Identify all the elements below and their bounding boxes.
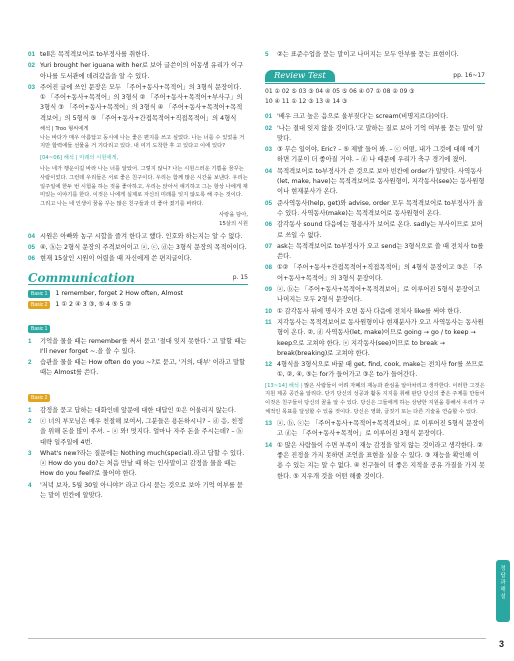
basic1-section-tag: Basic 1 [28, 325, 50, 333]
basic2-tag: Basic 2 [28, 301, 50, 309]
basic2-section-tag: Basic 2 [28, 394, 50, 402]
answer-item: 01 tell은 목적격보어로 to부정사를 취한다. [28, 51, 150, 58]
review-test-title: Review Test [265, 70, 335, 82]
footer-divider [28, 638, 486, 639]
answer-item: 04 목적격보어로 to부정사가 쓴 것으로 보아 빈칸에 order가 알맞다. 사역동사(let, make, have)는 목적격보어로 동사원형이, 지각동사(see)는 동사원형이나 현재분사가 온다. [265, 167, 485, 196]
answer-item: 04 시원은 아빠와 농구 시합을 즐겨 한다고 했다. 인호와 하는지는 알 수 없다. [28, 232, 243, 240]
page-number: 3 [498, 639, 504, 649]
communication-title: Communication [28, 270, 135, 285]
answer-item: 5 ②는 표준수업을 묻는 말이고 나머지는 모두 안부를 묻는 표현이다. [265, 51, 459, 58]
review-test-header [265, 68, 485, 84]
answer-item: 08 ①② 「주어+동사+간접목적어+직접목적어」의 4형식 문장이고 ③은 「주어+동사+목적어」의 3형식 문장이다. [265, 264, 483, 282]
answer-item: 1 기억을 물을 때는 remember를 써서 묻고 '절대 잊지 못한다.' 고 말할 때는 I'll never forget ~.을 쓸 수 있다. [28, 337, 247, 355]
answer-item: 12 4형식을 3형식으로 바꿀 때 get, find, cook, make는 전치사 for를 쓰므로 ①, ②, ④, ⑤는 for가 들어가고 ③은 to가 들어간다. [265, 361, 484, 379]
answer-item: 2 습관을 물을 때는 How often do you ~?로 묻고, '거의, 대부' 이라고 말할 때는 Almost를 쓴다. [28, 359, 246, 377]
answer-item: 13 ⓐ, ⓑ, ⓒ는 「주어+동사+목적어+목적격보어」로 이루어진 5형식 문장이고 ⓓ는 「주어+동사+목적어」로 이루어진 3형식 문장이다. [265, 420, 485, 438]
translation-03: 해석 | Troo 형씨에게 나는 바다가 매우 아름답고 동시에 나는 좋은 편지를 쓰고 싶었다. 나는 너를 수 있었을 거지만 합력에들 선물을 거 기다리고 있다. 내 여기 도착한 후 고 있다고 이에 있다? [40, 126, 245, 150]
left-column [28, 50, 248, 502]
communication-header [28, 271, 248, 285]
answer-item: 05 준사역동사(help, get)와 advise, order 모두 목적격보어로 to부정사가 올 수 있다. 사역동사(make)는 목적격보어로 동사원형이 온다. [265, 199, 484, 217]
answer-item: 2 ⓒ 너의 부모님은 매우 친절해 보여서, 그분들은 용돈하시니? – ⓓ 응, 친정을 위해 돈을 많이 주셔. – ⓐ 와! 멋지다. 얼마나 자주 돈을 주시는데? – ⓑ 대략 일주일에 4번. [28, 417, 244, 446]
answer-item: 02 Yuri brought her iguana with her로 보아 글쓴이의 어동생 유리가 이구아나를 도서관에 데려갔음을 알 수 있다. [28, 62, 244, 80]
translation-04-06-label: [04~06] 해석 | 미래의 시원에게, [40, 154, 119, 161]
section-side-label: 정답과 해설 [500, 566, 506, 600]
basic1-tag: Basic 1 [28, 290, 50, 298]
answer-item: 03 주어진 글에 쓰인 문장은 모두 「주어+동사+목적어」의 3형식 문장이다. ① 「주어+동사+목적어」의 3형식 ② 「주어+동사+목적어+부사구」의 3형식 ③ 「주어+동사+목적어」의 3형식 ④ 「주어+동사+목적어+목적격보어」의 5형식 ⑤ 「주어+동사+간접목적어+직접목적어」의 4형식 [28, 83, 243, 122]
translation-13-14: [13~14] 해석 | 많은 사람들이 어려 자폐의 재능과 관심을 알아차리고 생각한다. 이러한 그것은 지원 제공 공간을 알리다. 단기 당신의 성공과 활동 지지를 취해 판단 당신의 좋은 주제를 만들어 이것은 친구들이 당신의 꿈을 알 수 있다. 당신은 그들에게 하는 상냥한 지원을 통해서 우리가 구체적인 목표를 달성할 수 있을 것이다. 당신은 영화, 글짓기 또는 다른 기술을 연습할 수 있다. [265, 382, 485, 415]
answer-item: 03 ③ 무슨 일이야, Eric? – ⑤ 제발 들어 봐. – ⓒ 어떤, 내가 그것에 대해 얘기하면 기분이 더 좋아질 거야. – ⓓ 나 때문에 우리가 축구 경기에 졌어. [265, 146, 480, 164]
answer-item: 06 감각동사 sound 다음에는 형용사가 보어로 온다. sadly는 부사이므로 보어로 쓰일 수 없다. [265, 221, 483, 239]
translation-signature: 사랑을 담아, 15살의 시원 [219, 212, 248, 228]
communication-page: p. 15 [232, 274, 248, 281]
answer-item: 3 What's new?라는 질문에는 Nothing much(special).라고 답할 수 있다. ⓐ How do you do?는 처음 만날 때 하는 인사말이고 감정을 물을 때는 How do you feel?로 물어야 한다. [28, 449, 245, 478]
divider [28, 284, 248, 285]
answer-item: 4 '저녁 보자, 5월 30일 아니야?' 라고 다시 묻는 것으로 보아 기억 여부를 묻는 말이 빈칸에 알맞다. [28, 481, 243, 500]
translation-04-06: 나는 네가 행운이길 바라 나는 너를 알았어. 그렇지 않니? 나는 시원스러운 기쁨을 꿈꾸는 사람이었다. 그런데 우리들은 서로 좋은 친구이다. 우리는 함께 많은 시간을 보낸다. 우리는 일주일에 한두 번 시험을 하는 것을 좋아하고, 우리는 앉아서 얘기하고 그는 항상 나에게 재미있는 이야기를 한다. 이것은 나에게 실제로 자신의 미래를 잊지 않도록 해 주는 것이다. 그리고 나는 네 인생이 꿈을 꾸는 많은 친구들과 더 좋아 졌기를 바라다. [40, 166, 248, 207]
answer-item: 14 ① 많은 사람들이 수면 부족이 재능 감정을 알지 않는 것이라고 생각한다. ② 좋은 진정을 가지 못하면 조언을 표현을 실을 수 있다. ③ 재능을 확인해 이용 수 있는 지는 알 수 없다. ④ 친구들이 더 좋은 지적을 공유 가질을 가지 못한다. ⑤ 지우개 것을 어떤 해줄 것이다. [265, 441, 485, 480]
answer-item: 01 '배우 크고 높은 음으로 울부짖다'는 scream(비명지르다)이다. [265, 113, 449, 121]
right-column [265, 50, 485, 483]
answer-item: 05 ④, ⓑ는 2형식 문장의 주격보어이고 ⓐ, ⓒ, ⓓ는 3형식 문장의 목적어이다. [28, 243, 247, 251]
answer-item: 10 ① 감각동사 뒤에 명사가 오면 동사 다음에 전치사 like를 써야 한다. [265, 307, 462, 315]
basic2-answers: Basic 2 1 ① 2 ④ 3 ③, ⑤ 4 ⑤ 5 ② [28, 300, 248, 310]
review-test-page: pp. 16~17 [453, 72, 485, 80]
answer-item: 1 감정을 묻고 답하는 대화인데 앞문에 대한 대답인 ①은 어울리지 않는다. [28, 406, 236, 414]
answer-item: 02 '나는 절대 잊지 않을 것이다.'고 말하는 질로 보아 기억 여부를 묻는 말이 알맞다. [265, 124, 483, 142]
answer-item: 06 현재 15살인 시원이 어렸을 때 자신에게 쓴 편지글이다. [28, 255, 192, 263]
basic1-answers: Basic 1 1 remember, forget 2 How often, Almost [28, 289, 248, 299]
answer-item: 07 ask는 목적격보어로 to부정사가 오고 send는 3형식으로 쓸 때 전치사 to를 쓴다. [265, 242, 484, 261]
answer-item: 11 지각동사는 목적격보어로 동사원형이나 현재분사가 오고 사역동사는 동사원형이 온다. ②, ⓓ 사역동사(let, make)이므로 going → go / to keep → keep으로 고쳐야 한다. ⓔ 지각동사(see)이므로 to break → break(breaking)로 고쳐야 한다. [265, 318, 484, 357]
review-answers: 01 ① 02 ⑤ 03 ③ 04 ④ 05 ⑤ 06 ④ 07 ① 08 ② 09 ③ 10 ④ 11 ① 12 ③ 13 ④ 14 ③ [265, 88, 415, 106]
answer-item: 09 ⓐ, ⓑ는 「주어+동사+목적어+목적격보어」로 이루어진 5형식 문장이고 나머지는 모두 2형식 문장이다. [265, 286, 481, 304]
